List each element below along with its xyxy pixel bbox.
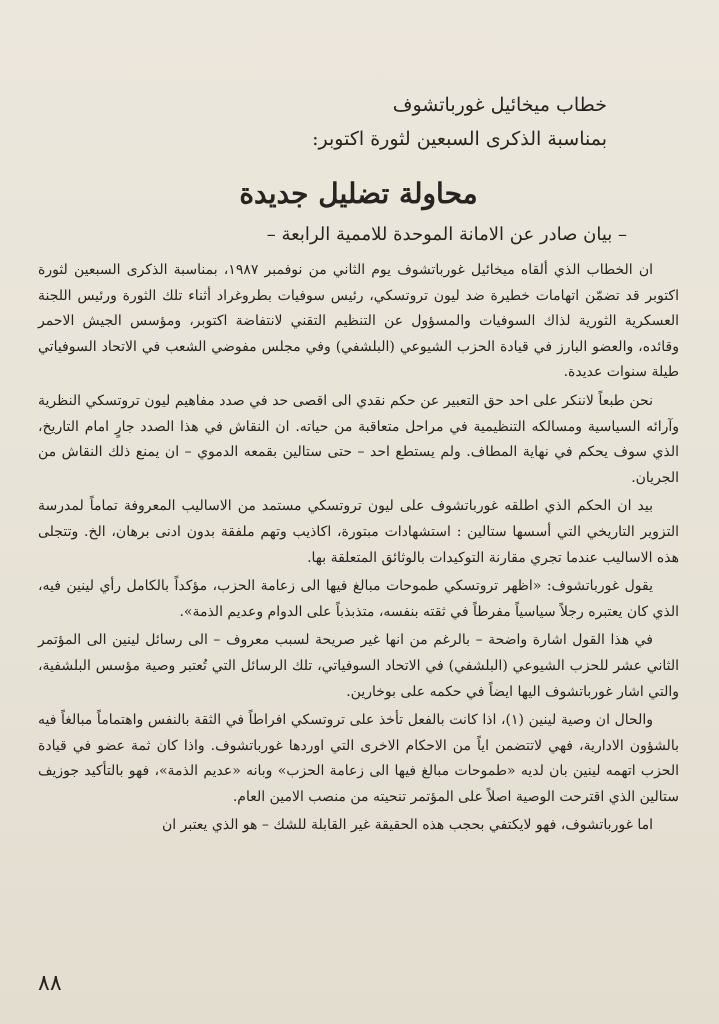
article-body (38, 258, 679, 839)
paragraph: نحن طبعاً لاننكر على احد حق التعبير عن حكم نقدي الى اقصى حد في صدد مفاهيم ليون تروتسكي النظرية وآرائه السياسية ومسالكه التنظيمية في مراحل متعاقبة من حياته. ان النقاش في هذا الصدد جارٍ امام التاريخ، الذي سوف يحكم في نهاية المطاف. ولم يستطع احد – حتى ستالين بقمعه الدموي – ان يمنع ذلك النقاش من الجريان. (38, 392, 679, 486)
heading-block (38, 88, 607, 156)
paragraph: اما غورباتشوف، فهو لايكتفي بحجب هذه الحقيقة غير القابلة للشك – هو الذي يعتبر ان (162, 817, 653, 834)
page-number: ٨٨ (38, 971, 62, 996)
paragraph: يقول غورباتشوف: «اظهر تروتسكي طموحات مبالغ فيها الى زعامة الحزب، مؤكداً بالكامل رأي لينين فيه، الذي كان يعتبره رجلاً سياسياً مفرطاً في ثقته بنفسه، متذبذباً على الدوام وعديم الذمة». (38, 578, 679, 620)
heading-line-2: بمناسبة الذكرى السبعين لثورة اكتوبر: (312, 128, 607, 150)
article-subtitle: – بيان صادر عن الامانة الموحدة للاممية الرابعة – (266, 224, 627, 245)
paragraph: والحال ان وصية لينين (١)، اذا كانت بالفعل تأخذ على تروتسكي افراطاً في الثقة بالنفس واهتماماً مبالغاً فيه بالشؤون الادارية، فهي لاتتضمن اياً من الاحكام الاخرى التي اوردها غورباتشوف. واذا كان ثمة عضو في قيادة الحزب اتهمه لينين بان لديه «طموحات مبالغ فيها الى زعامة الحزب» وبانه «عديم الذمة»، فهو بالتأكيد جوزيف ستالين الذي اقترحت الوصية اصلاً على المؤتمر تنحيته من منصب الامين العام. (38, 712, 679, 805)
paragraph: في هذا القول اشارة واضحة – بالرغم من انها غير صريحة لسبب معروف – الى رسائل لينين الى المؤتمر الثاني عشر للحزب الشيوعي (البلشفي) في الاتحاد السوفياتي، تلك الرسائل التي تُعتبر وصية مؤسس البلشفية، والتي اشار غورباتشوف اليها ايضاً في حكمه على بوخارين. (38, 632, 679, 700)
article-title: محاولة تضليل جديدة (239, 177, 478, 210)
paragraph: ان الخطاب الذي ألقاه ميخائيل غورباتشوف يوم الثاني من نوفمبر ١٩٨٧، بمناسبة الذكرى السبعين لثورة اكتوبر قد تضمّن اتهامات خطيرة ضد ليون تروتسكي، رئيس سوفيات بطروغراد أثناء تلك الثورة ورئيس اللجنة العسكرية الثورية لذاك السوفيات والمسؤول عن التنظيم التقني لانتفاضة اكتوبر، ومؤسس الجيش الاحمر وقائده، والعضو البارز في قيادة الحزب الشيوعي (البلشفي) وفي مجلس مفوضي الشعب في الاتحاد السوفياتي طيلة سنوات عديدة. (38, 262, 679, 381)
heading-line-1: خطاب ميخائيل غورباتشوف (392, 94, 607, 116)
paragraph: بيد ان الحكم الذي اطلقه غورباتشوف على ليون تروتسكي مستمد من الاساليب المعروفة تماماً لمدرسة التزوير التاريخي التي أسسها ستالين : استشهادات مبتورة، اكاذيب وتهم ملفقة بدون ادنى برهان، الخ. وتتجلى هذه الاساليب عندما تجري مقارنة التوكيدات بالوثائق المتعلقة بها. (38, 498, 679, 566)
